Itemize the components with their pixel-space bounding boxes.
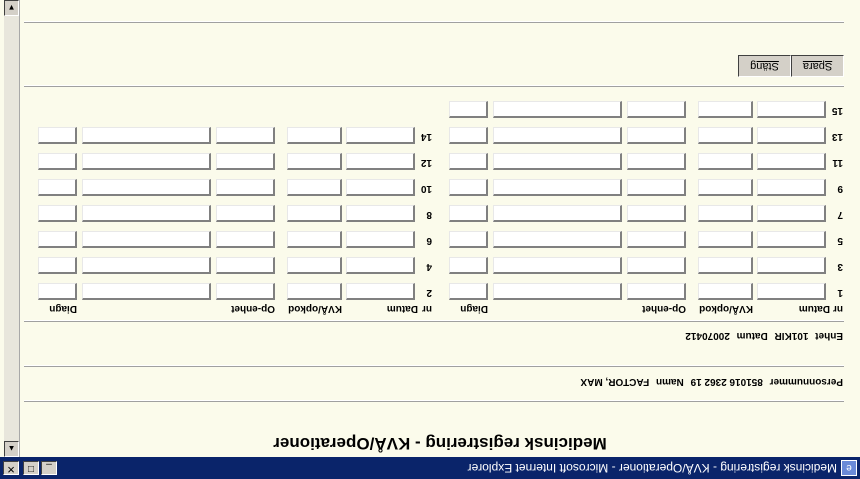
text-input[interactable] — [82, 231, 211, 248]
kvakod-input[interactable] — [287, 153, 342, 170]
openhet-input[interactable] — [216, 127, 275, 144]
text-input[interactable] — [82, 179, 211, 196]
text-input[interactable] — [493, 127, 622, 144]
row-number: 3 — [837, 261, 843, 272]
vertical-scrollbar[interactable] — [4, 0, 20, 457]
column-header-kvakod: KVÅ/opkod — [699, 303, 753, 314]
text-input[interactable] — [82, 127, 211, 144]
datum-input[interactable] — [346, 283, 415, 300]
text-input[interactable] — [493, 205, 622, 222]
close-button[interactable]: ✕ — [3, 461, 19, 475]
kvakod-input[interactable] — [287, 283, 342, 300]
column-header-datum: Datum — [386, 303, 418, 314]
text-input[interactable] — [493, 101, 622, 118]
openhet-input[interactable] — [627, 205, 686, 222]
kvakod-input[interactable] — [287, 257, 342, 274]
column-header-kvakod: KVÅ/opkod — [288, 303, 342, 314]
stang-button[interactable]: Stäng — [738, 55, 791, 77]
window-titlebar — [0, 457, 860, 479]
unit-info — [681, 330, 843, 341]
datum-input[interactable] — [346, 179, 415, 196]
datum-input[interactable] — [757, 257, 826, 274]
diagn-input[interactable] — [38, 153, 77, 170]
openhet-input[interactable] — [627, 257, 686, 274]
row-number: 2 — [426, 287, 432, 298]
diagn-input[interactable] — [449, 101, 488, 118]
window-title: Medicinsk registrering - KVÅ/Operationer - Microsoft Internet Explorer — [467, 461, 837, 475]
row-number: 9 — [837, 183, 843, 194]
row-number: 1 — [837, 287, 843, 298]
row-number: 6 — [426, 235, 432, 246]
row-number: 12 — [420, 157, 432, 168]
openhet-input[interactable] — [627, 231, 686, 248]
kvakod-input[interactable] — [698, 179, 753, 196]
datum-input[interactable] — [346, 153, 415, 170]
scroll-down-arrow-icon[interactable]: ▼ — [4, 0, 19, 16]
datum-label: Datum — [736, 330, 768, 341]
ie-icon: e — [841, 460, 857, 476]
kvakod-input[interactable] — [698, 205, 753, 222]
openhet-input[interactable] — [627, 283, 686, 300]
datum-input[interactable] — [346, 127, 415, 144]
page-title: Medicinsk registrering - KVÅ/Operationer — [273, 434, 607, 453]
diagn-input[interactable] — [38, 231, 77, 248]
diagn-input[interactable] — [449, 231, 488, 248]
row-number: 10 — [420, 183, 432, 194]
openhet-input[interactable] — [216, 179, 275, 196]
minimize-button[interactable]: _ — [41, 461, 57, 475]
personnummer-label: Personnummer — [769, 376, 843, 387]
openhet-input[interactable] — [627, 101, 686, 118]
datum-input[interactable] — [757, 205, 826, 222]
kvakod-input[interactable] — [287, 231, 342, 248]
namn-label: Namn — [655, 376, 684, 387]
maximize-button[interactable]: □ — [23, 461, 39, 475]
text-input[interactable] — [82, 257, 211, 274]
personnummer-value: 851016 2362 19 — [690, 376, 763, 387]
row-number: 8 — [426, 209, 432, 220]
datum-input[interactable] — [757, 101, 826, 118]
divider — [24, 21, 844, 23]
column-header-nr: nr — [422, 303, 432, 314]
diagn-input[interactable] — [38, 127, 77, 144]
text-input[interactable] — [493, 179, 622, 196]
divider — [24, 320, 844, 322]
kvakod-input[interactable] — [287, 179, 342, 196]
datum-input[interactable] — [757, 179, 826, 196]
diagn-input[interactable] — [449, 257, 488, 274]
diagn-input[interactable] — [38, 205, 77, 222]
diagn-input[interactable] — [38, 283, 77, 300]
namn-value: FACTOR, MAX — [580, 376, 650, 387]
kvakod-input[interactable] — [287, 127, 342, 144]
diagn-input[interactable] — [38, 179, 77, 196]
datum-input[interactable] — [757, 231, 826, 248]
text-input[interactable] — [493, 283, 622, 300]
kvakod-input[interactable] — [287, 205, 342, 222]
openhet-input[interactable] — [216, 205, 275, 222]
enhet-value: 101KIR — [774, 330, 809, 341]
kvakod-input[interactable] — [698, 231, 753, 248]
datum-input[interactable] — [346, 257, 415, 274]
openhet-input[interactable] — [627, 153, 686, 170]
diagn-input[interactable] — [449, 283, 488, 300]
text-input[interactable] — [493, 153, 622, 170]
openhet-input[interactable] — [216, 153, 275, 170]
row-number: 4 — [426, 261, 432, 272]
text-input[interactable] — [493, 231, 622, 248]
text-input[interactable] — [82, 205, 211, 222]
patient-info — [576, 376, 843, 387]
row-number: 15 — [831, 105, 843, 116]
diagn-input[interactable] — [449, 153, 488, 170]
row-number: 5 — [837, 235, 843, 246]
datum-input[interactable] — [757, 127, 826, 144]
row-number: 7 — [837, 209, 843, 220]
column-header-diagn: Diagn — [49, 303, 77, 314]
openhet-input[interactable] — [216, 231, 275, 248]
diagn-input[interactable] — [449, 179, 488, 196]
kvakod-input[interactable] — [698, 283, 753, 300]
divider — [24, 400, 844, 402]
text-input[interactable] — [493, 257, 622, 274]
scroll-up-arrow-icon[interactable]: ▲ — [4, 441, 19, 457]
column-header-nr: nr — [833, 303, 843, 314]
datum-input[interactable] — [757, 283, 826, 300]
enhet-label: Enhet — [815, 330, 843, 341]
openhet-input[interactable] — [627, 127, 686, 144]
row-number: 11 — [832, 157, 843, 168]
row-number: 14 — [420, 131, 432, 142]
kvakod-input[interactable] — [698, 101, 753, 118]
text-input[interactable] — [82, 153, 211, 170]
column-header-diagn: Diagn — [460, 303, 488, 314]
text-input[interactable] — [82, 283, 211, 300]
openhet-input[interactable] — [627, 179, 686, 196]
openhet-input[interactable] — [216, 257, 275, 274]
divider — [24, 365, 844, 367]
openhet-input[interactable] — [216, 283, 275, 300]
row-number: 13 — [831, 131, 843, 142]
datum-input[interactable] — [757, 153, 826, 170]
divider — [24, 85, 844, 87]
kvakod-input[interactable] — [698, 127, 753, 144]
column-header-datum: Datum — [798, 303, 830, 314]
datum-input[interactable] — [346, 231, 415, 248]
kvakod-input[interactable] — [698, 257, 753, 274]
spara-button[interactable]: Spara — [791, 55, 844, 77]
datum-value: 20070412 — [685, 330, 730, 341]
column-header-openhet: Op-enhet — [231, 303, 275, 314]
diagn-input[interactable] — [449, 127, 488, 144]
kvakod-input[interactable] — [698, 153, 753, 170]
datum-input[interactable] — [346, 205, 415, 222]
diagn-input[interactable] — [449, 205, 488, 222]
column-header-openhet: Op-enhet — [642, 303, 686, 314]
diagn-input[interactable] — [38, 257, 77, 274]
